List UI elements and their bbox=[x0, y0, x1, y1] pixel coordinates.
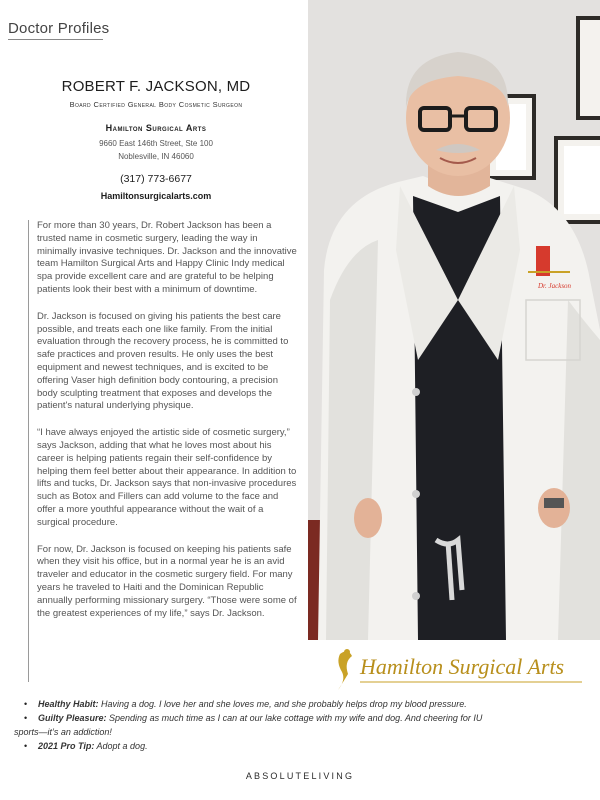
address bbox=[20, 137, 292, 163]
phone-number: (317) 773-6677 bbox=[120, 173, 192, 185]
section-title: Doctor Profiles bbox=[8, 20, 110, 37]
doctor-name: ROBERT F. JACKSON, MD bbox=[61, 78, 251, 95]
fun-facts-list bbox=[14, 697, 584, 753]
section-title-rule bbox=[8, 39, 103, 40]
body-paragraph-4: For now, Dr. Jackson is focused on keeping his patients safe when they visit his office, but in a normal year he is an avid traveler and educator in the cosmetic surgery field. For many years he traveled to Haiti and the Dominican Republic annually performing missionary surgery. “Those were some of the greatest experiences of my life,” says Dr. Jackson. bbox=[37, 543, 297, 619]
address-line-2: Noblesville, IN 46060 bbox=[118, 152, 194, 161]
bullet-text: sports—it’s an addiction! bbox=[14, 727, 112, 737]
coat-embroidery: Dr. Jackson bbox=[538, 282, 572, 290]
bullet-text: Having a dog. I love her and she loves me, and she probably helps drop my blood pressure. bbox=[98, 699, 467, 709]
body-paragraph-3: “I have always enjoyed the artistic side of cosmetic surgery,” says Jackson, adding that what he loves most about his career is helping patients regain their self-confidence by helping them feel better about their appearance. In addition to lifts and tucks, Dr. Jackson says that non-invasive procedures such as Botox and Fillers can add volume to the face and offer a more youthful appearance without the wait of a surgical procedure. bbox=[37, 427, 297, 528]
address-line-1: 9660 East 146th Street, Ste 100 bbox=[99, 139, 213, 148]
hamilton-surgical-arts-logo bbox=[330, 644, 592, 696]
article-body bbox=[28, 220, 298, 682]
doctor-photo bbox=[308, 0, 600, 640]
list-item-pro-tip bbox=[24, 739, 584, 753]
doctor-header bbox=[20, 78, 292, 201]
bullet-label: Guilty Pleasure: bbox=[38, 713, 107, 723]
body-paragraph-2: Dr. Jackson is focused on giving his patients the best care possible, and treats each one like family. From the initial evaluation through the recovery process, he is committed to safe practices and proven results. He only uses the best equipment and newest techniques, and is excited to be offering Vaser high definition body contouring, a precision body sculpting treatment that exposes and develops the patient's natural underlying physique. bbox=[37, 310, 289, 412]
body-paragraph-1: For more than 30 years, Dr. Robert Jackson has been a trusted name in cosmetic surgery, leading the way in minimally invasive techniques. Dr. Jackson and the innovative team Hamilton Surgical Arts and Happy Clinic Indy medical spa provide excellent care and are grateful to be helping patients look their best with a minimum of downtime. bbox=[37, 220, 297, 295]
list-item-continuation bbox=[14, 725, 584, 739]
list-item-guilty-pleasure bbox=[24, 711, 584, 725]
doctor-credential: Board Certified General Body Cosmetic Surgeon bbox=[69, 100, 243, 109]
logo-text: Hamilton Surgical Arts bbox=[360, 654, 565, 679]
bullet-label: Healthy Habit: bbox=[38, 699, 99, 709]
bullet-text: Adopt a dog. bbox=[94, 741, 148, 751]
website-link[interactable]: Hamiltonsurgicalarts.com bbox=[100, 191, 212, 201]
publication-footer: ABSOLUTELIVING bbox=[245, 771, 355, 781]
bullet-label: 2021 Pro Tip: bbox=[38, 741, 95, 751]
practice-name: Hamilton Surgical Arts bbox=[105, 123, 207, 133]
bullet-text: Spending as much time as I can at our lake cottage with my wife and dog. And cheering for IU bbox=[106, 713, 483, 723]
list-item-healthy-habit bbox=[24, 697, 584, 711]
